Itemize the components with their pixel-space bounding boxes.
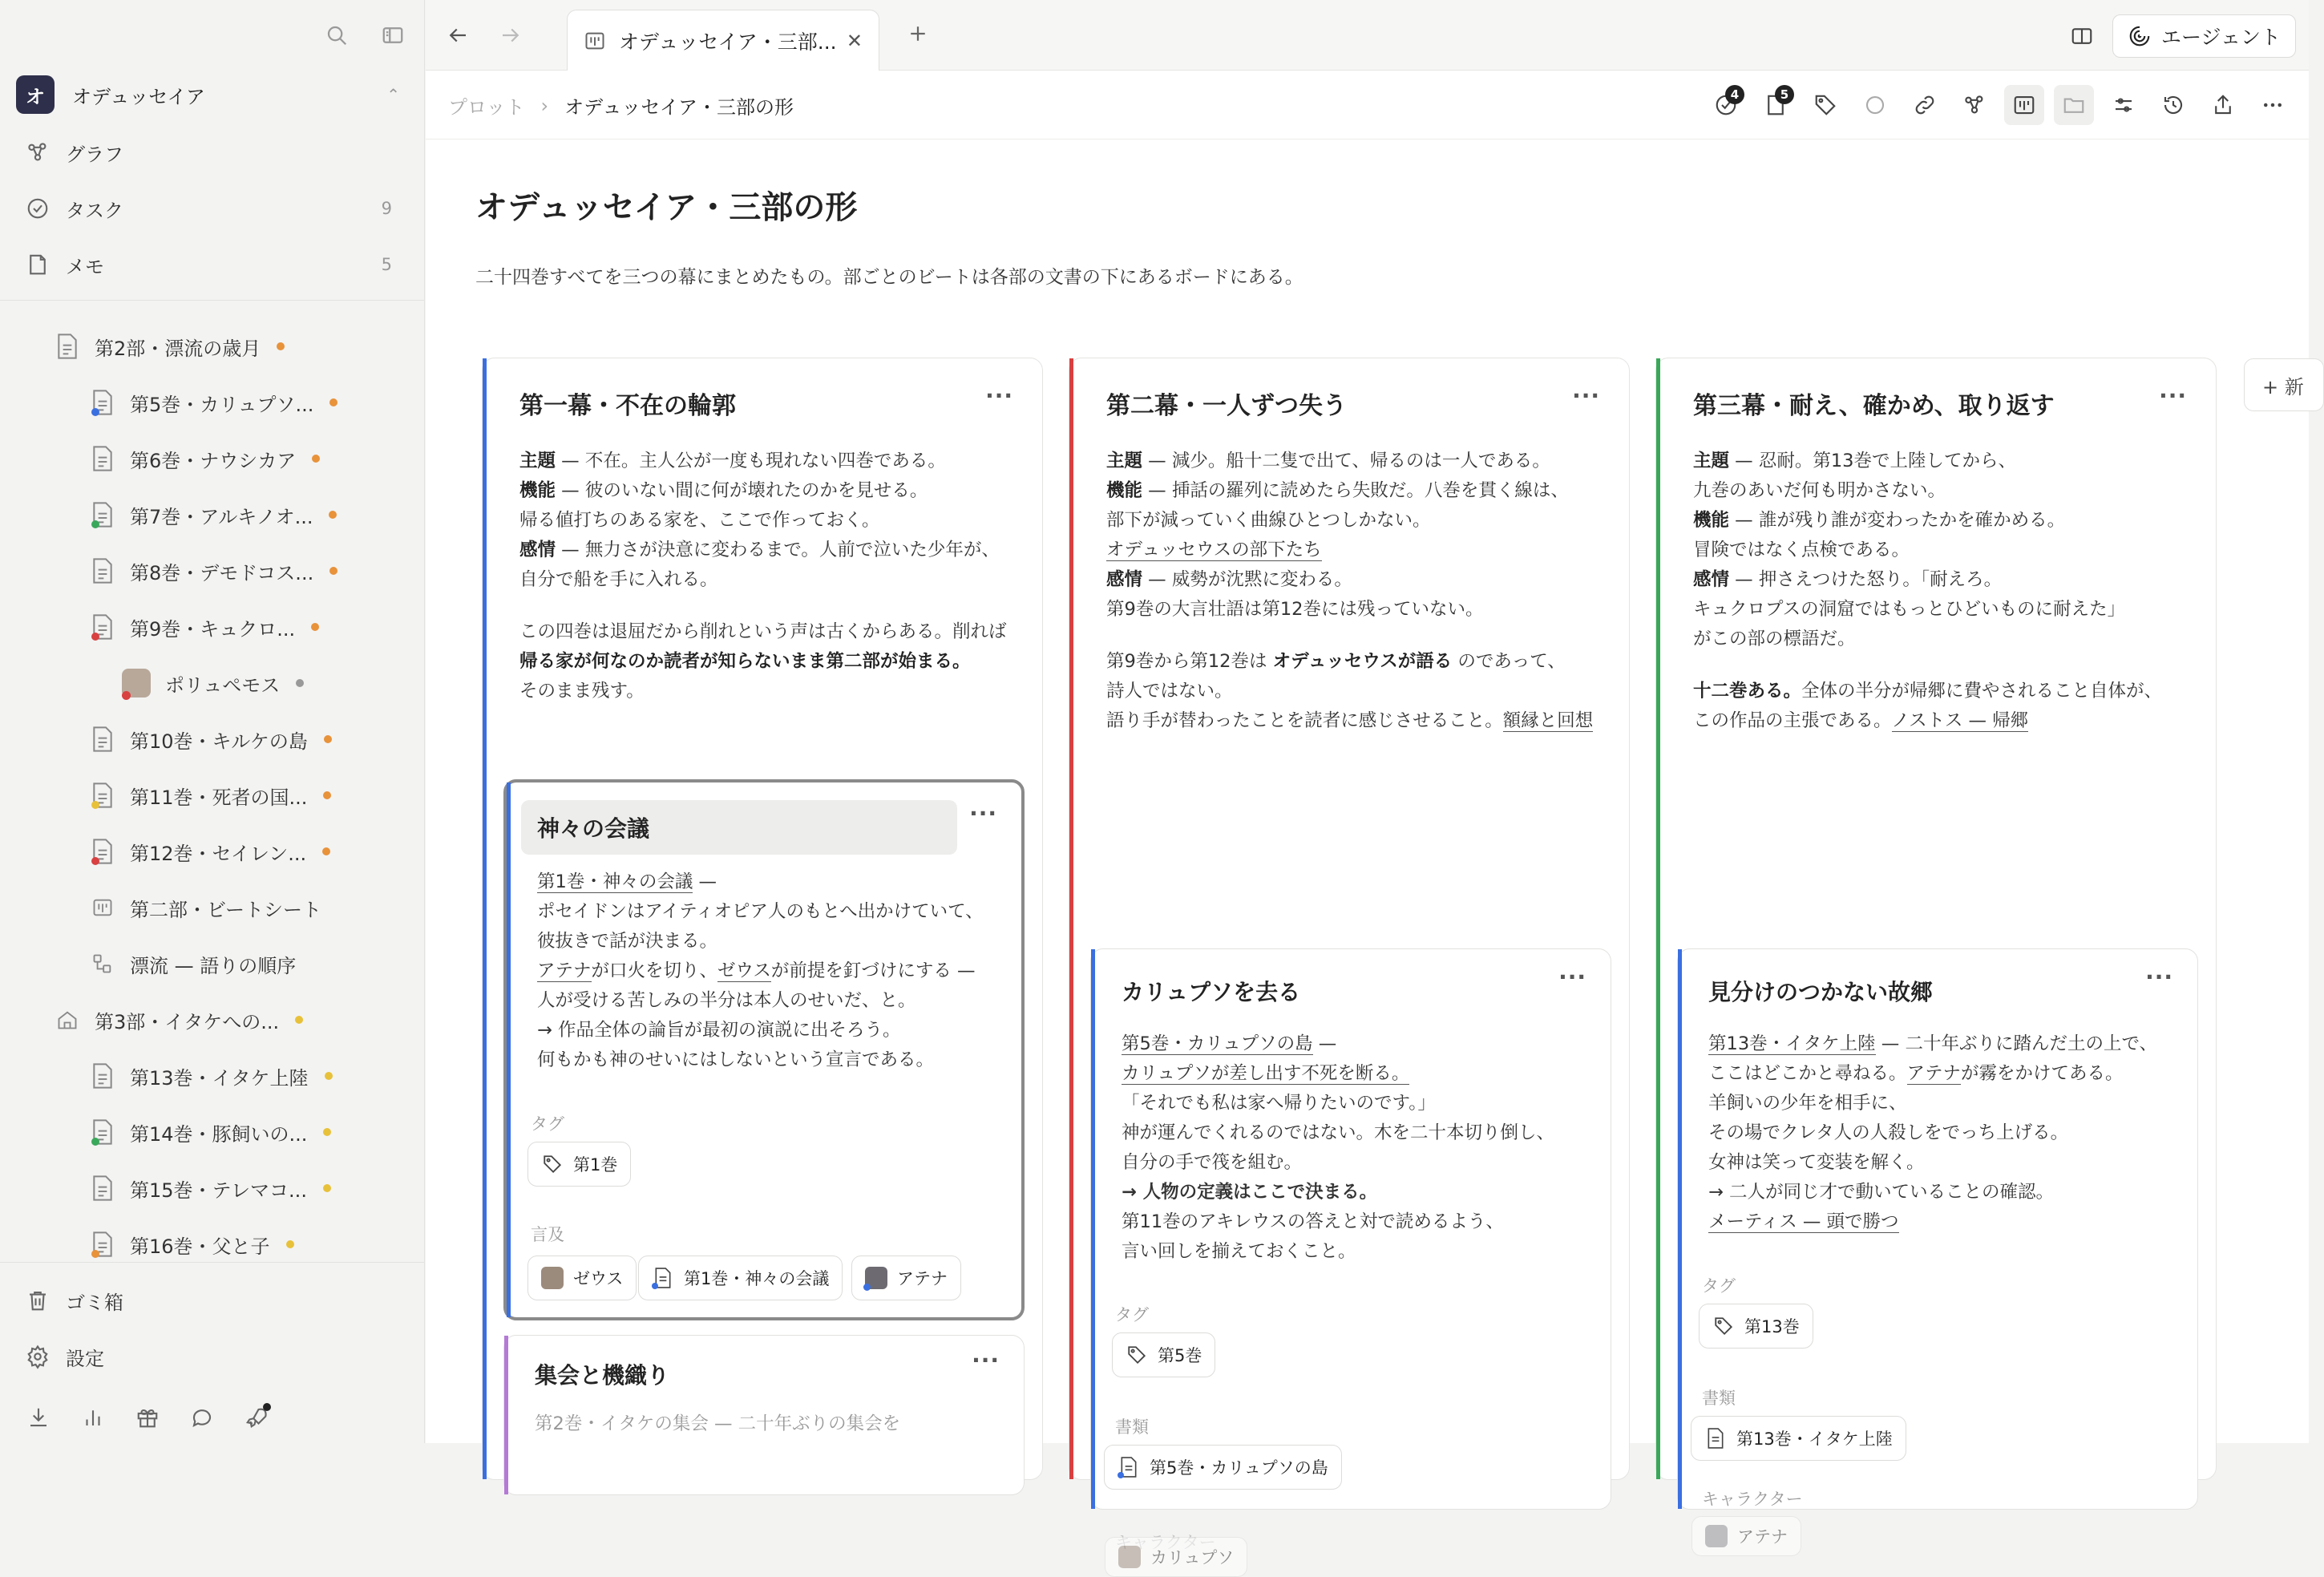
graph-icon <box>24 139 51 166</box>
sidebar-toggle-icon[interactable] <box>377 19 409 51</box>
tag-chip[interactable]: 第1巻 <box>527 1142 631 1187</box>
card-title[interactable]: カリュプソを去る <box>1122 979 1301 1005</box>
status-dot <box>323 791 331 799</box>
character-link[interactable]: アテナ <box>1906 1063 1962 1084</box>
nav-tasks[interactable] <box>24 188 392 228</box>
chevron-right-icon: › <box>540 94 549 117</box>
status-dot <box>311 623 319 631</box>
tree-item-book9[interactable]: 第9巻・キュクロ... <box>91 605 319 649</box>
status-dot <box>324 735 332 743</box>
document-icon <box>1704 1427 1727 1450</box>
doc-link[interactable]: 第13巻・イタケ上陸 <box>1708 1033 1876 1054</box>
share-icon[interactable] <box>2203 85 2243 125</box>
tree-item-book6[interactable]: 第6巻・ナウシカア <box>91 436 320 481</box>
document-icon <box>91 726 114 753</box>
document-icon <box>91 389 114 416</box>
document-icon <box>91 501 114 528</box>
rocket-icon[interactable] <box>240 1401 273 1433</box>
beat-card-council[interactable] <box>503 779 1025 1320</box>
nav-notes[interactable] <box>24 245 392 285</box>
card-body: 第5巻・カリュプソの島 — カリュプソが差し出す不死を断る。 「それでも私は家へ帰りたいのです。」 神が運んでくれるのではない。木を二十本切り倒し、 自分の手で筏を組む。 → 人物の定義はここで決まる。 第11巻のアキレウスの答えと対で読めるよう、 言い回しを揃えておくこと。 <box>1122 1033 1555 1262</box>
tags-label: タグ <box>1115 1305 1149 1324</box>
tags-label: タグ <box>1702 1276 1736 1296</box>
more-icon[interactable]: ··· <box>2159 382 2187 409</box>
column-color-bar <box>483 358 487 1479</box>
sliders-icon[interactable] <box>2104 85 2144 125</box>
workspace-name: オデュッセイア <box>72 85 205 108</box>
mention-chip[interactable]: 第1巻・神々の会議 <box>638 1256 843 1300</box>
page-description: 二十四巻すべてを三つの幕にまとめたもの。部ごとのビートは各部の文書の下にあるボードにある。 <box>475 267 1303 288</box>
new-tab-plus-icon[interactable] <box>902 18 934 50</box>
tree-item-drift-order[interactable]: 漂流 — 語りの順序 <box>91 941 296 986</box>
document-chip[interactable]: 第5巻・カリュプソの島 <box>1104 1445 1342 1490</box>
documents-label: 書類 <box>1115 1417 1149 1437</box>
document-icon <box>91 838 114 865</box>
board-column-act2[interactable] <box>1069 358 1630 1567</box>
tree-item-polyphemus[interactable]: ポリュペモス <box>122 661 304 706</box>
doc-link[interactable]: ノストス — 帰郷 <box>1891 710 2029 731</box>
column-color-bar <box>1069 358 1073 1479</box>
graph-icon[interactable] <box>1954 85 1995 125</box>
column-body: 主題 — 不在。主人公が一度も現れない四巻である。 機能 — 彼のいない間に何が壊れたのかを見せる。 帰る値打ちのある家を、ここで作っておく。 感情 — 無力さが決意に変わるまで。人前で泣いた少年が、 自分で船を手に入れる。 この四巻は退屈だから削れという声は古くからある。削れば 帰る家が何なのか読者が知らないまま第二部が始まる。 そのまま残す。 <box>519 451 1007 702</box>
workspace-avatar: オ <box>16 75 55 114</box>
chat-icon[interactable] <box>186 1401 218 1433</box>
status-dot <box>323 1184 331 1192</box>
character-avatar <box>541 1267 564 1289</box>
status-dot <box>329 567 337 575</box>
beat-card-unrecognized-home[interactable] <box>1677 948 2198 1510</box>
stats-icon[interactable] <box>77 1401 109 1433</box>
card-title[interactable]: 神々の会議 <box>521 800 957 855</box>
status-dot <box>329 511 337 519</box>
tree-item-book5[interactable]: 第5巻・カリュプソ... <box>91 380 337 425</box>
sidebar <box>0 0 425 1443</box>
beat-card-leaving-calypso[interactable] <box>1090 948 1611 1510</box>
agent-button[interactable]: エージェント <box>2112 14 2296 58</box>
download-icon[interactable] <box>22 1401 55 1433</box>
status-dot <box>322 847 330 855</box>
nav-count: 5 <box>381 255 392 274</box>
trash-link[interactable]: ゴミ箱 <box>24 1280 123 1320</box>
status-dot <box>286 1240 294 1248</box>
settings-link[interactable]: 設定 <box>24 1336 104 1377</box>
check-circle-icon <box>24 195 51 222</box>
more-icon[interactable]: ··· <box>985 382 1013 409</box>
gear-icon <box>24 1343 51 1370</box>
tasks-badge: 4 <box>1725 85 1744 104</box>
chevron-updown-icon: ⌃ <box>386 85 400 104</box>
nav-label: タスク <box>66 199 123 222</box>
mention-chip[interactable]: ゼウス <box>527 1256 637 1300</box>
column-body: 主題 — 忍耐。第13巻で上陸してから、 九巻のあいだ何も明かさない。 機能 — 誰が残り誰が変わったかを確かめる。 冒険ではなく点検である。 感情 — 押さえつけた怒り。「耐えろ。 キュクロプスの洞窟ではもっとひどいものに耐えた」 がこの部の標語だ。 十二巻ある。全体の半分が帰郷に費やされること自体が、 この作品の主張である。ノストス — 帰郷 <box>1693 451 2163 731</box>
tree-item-book10[interactable]: 第10巻・キルケの島 <box>91 717 332 762</box>
tree-item-book11[interactable]: 第11巻・死者の国... <box>91 773 331 818</box>
more-icon[interactable]: ··· <box>1558 964 1586 990</box>
split-view-icon[interactable] <box>2066 20 2098 52</box>
breadcrumb <box>448 91 794 119</box>
tab-active[interactable] <box>567 10 879 71</box>
more-icon[interactable]: ··· <box>2145 964 2173 990</box>
character-avatar <box>865 1267 887 1289</box>
more-horizontal-icon[interactable] <box>2253 85 2293 125</box>
status-dot <box>325 1072 333 1080</box>
document-icon <box>652 1267 674 1289</box>
character-link[interactable]: オデュッセウスの部下たち <box>1106 540 1322 560</box>
status-dot <box>312 455 320 463</box>
divider <box>0 300 425 301</box>
nav-graph[interactable] <box>24 132 392 172</box>
document-content <box>426 140 2309 1567</box>
column-title: 第二幕・一人ずつ失う <box>1106 392 1347 420</box>
main-area <box>426 0 2309 1567</box>
column-title: 第三幕・耐え、確かめ、取り返す <box>1693 392 2055 420</box>
workspace-switcher[interactable] <box>16 74 408 115</box>
document-icon <box>91 1062 114 1090</box>
notes-badge: 5 <box>1775 85 1794 104</box>
close-icon[interactable]: ✕ <box>846 29 863 52</box>
notes-icon[interactable] <box>1756 85 1796 125</box>
document-icon <box>56 333 79 360</box>
document-icon <box>91 782 114 809</box>
trash-icon <box>24 1287 51 1314</box>
link-icon[interactable] <box>1905 85 1945 125</box>
status-dot <box>329 398 337 406</box>
add-column-button[interactable]: + 新 <box>2244 358 2324 411</box>
search-icon[interactable] <box>321 19 353 51</box>
back-arrow-icon[interactable] <box>442 19 474 51</box>
document-icon <box>91 613 114 641</box>
history-icon[interactable] <box>2153 85 2193 125</box>
gift-icon[interactable] <box>131 1401 164 1433</box>
column-title: 第一幕・不在の輪郭 <box>519 392 736 420</box>
character-chip[interactable]: カリュプソ <box>1105 1537 1247 1577</box>
tree-item-book12[interactable]: 第12巻・セイレン... <box>91 829 330 874</box>
documents-label: 書類 <box>1702 1389 1736 1408</box>
card-title[interactable]: 見分けのつかない故郷 <box>1708 979 1934 1005</box>
folder-icon[interactable] <box>2054 85 2094 125</box>
doc-link[interactable]: 第5巻・カリュプソの島 <box>1122 1033 1313 1054</box>
home-icon <box>56 1006 79 1033</box>
character-avatar <box>122 669 151 698</box>
more-icon[interactable]: ··· <box>972 1347 1000 1373</box>
doc-link[interactable]: メーティス — 頭で勝つ <box>1708 1211 1899 1232</box>
mention-chip[interactable]: アテナ <box>851 1256 961 1300</box>
card-title[interactable]: 集会と機織り <box>535 1362 670 1389</box>
beat-card-assembly[interactable] <box>503 1335 1025 1495</box>
character-avatar <box>1705 1525 1728 1547</box>
document-toolbar <box>426 71 2309 140</box>
status-circle-icon[interactable] <box>1855 85 1895 125</box>
agent-icon <box>2128 24 2152 48</box>
doc-link[interactable]: 第1巻・神々の会議 <box>537 871 693 892</box>
character-avatar <box>1118 1546 1141 1568</box>
tree-item-beatsheet[interactable]: 第二部・ビートシート <box>91 885 321 930</box>
card-body: 第1巻・神々の会議 — ポセイドンはアイティオピア人のもとへ出かけていて、 彼抜きで話が決まる。 アテナが口火を切り、ゼウスが前提を釘づけにする — 人が受ける苦しみの半分は本人のせいだ、と。 → 作品全体の論旨が最初の演説に出そろう。 何もかも神のせいにはしないという宣言である。 <box>537 871 984 1070</box>
document-icon <box>91 445 114 472</box>
tree-item-book7[interactable]: 第7巻・アルキノオ... <box>91 492 337 537</box>
page-title: オデュッセイア・三部の形 <box>475 189 858 226</box>
board-icon <box>91 894 114 921</box>
mentions-label: 言及 <box>531 1225 564 1244</box>
tag-chip[interactable]: 第5巻 <box>1112 1332 1215 1377</box>
document-icon <box>91 1231 114 1258</box>
status-dot <box>277 342 285 350</box>
tag-icon <box>541 1153 564 1175</box>
tasks-check-icon[interactable] <box>1706 85 1746 125</box>
document-chip[interactable]: 第13巻・イタケ上陸 <box>1691 1416 1906 1461</box>
tag-icon <box>1712 1315 1735 1337</box>
board-column-act3[interactable] <box>1655 358 2217 1547</box>
tags-label: タグ <box>531 1114 564 1134</box>
note-icon <box>24 251 51 278</box>
tag-icon[interactable] <box>1805 85 1845 125</box>
tree-item-part3[interactable]: 第3部・イタケへの... <box>56 997 303 1042</box>
column-body: 主題 — 減少。船十二隻で出て、帰るのは一人である。 機能 — 挿話の羅列に読めたら失敗だ。八巻を貫く線は、 部下が減っていく曲線ひとつしかない。 オデュッセウスの部下たち 感情 — 威勢が沈黙に変わる。 第9巻の大言壮語は第12巻には残っていない。 第9巻から第12巻は オデュッセウスが語る のであって、 詩人ではない。 語り手が替わったことを読者に感じさせること。額縁と回想 <box>1106 451 1594 731</box>
more-icon[interactable]: ··· <box>969 800 997 827</box>
nav-label: メモ <box>66 255 104 278</box>
card-body: 第2巻・イタケの集会 — 二十年ぶりの集会を <box>535 1413 901 1434</box>
characters-label: キャラクター <box>1702 1490 1803 1509</box>
nav-label: グラフ <box>66 143 123 166</box>
document-icon <box>91 1118 114 1146</box>
doc-link[interactable]: 額縁と回想 <box>1502 710 1594 731</box>
status-dot <box>296 679 304 687</box>
diagram-icon <box>91 950 114 977</box>
document-icon <box>1118 1456 1140 1478</box>
tree-item-book15[interactable]: 第15巻・テレマコ... <box>91 1166 331 1211</box>
more-icon[interactable]: ··· <box>1572 382 1600 409</box>
document-icon <box>91 1175 114 1202</box>
tag-icon <box>1126 1344 1148 1366</box>
status-dot <box>323 1128 331 1136</box>
card-body: 第13巻・イタケ上陸 — 二十年ぶりに踏んだ土の上で、 ここはどこかと尋ねる。アテナが霧をかけてある。 羊飼いの少年を相手に、 その場でクレタ人の人殺しをでっち上げる。 女神は笑って変装を解く。 → 二人が同じ才で動いていることの確認。 メーティス — 頭で勝つ <box>1708 1033 2157 1232</box>
breadcrumb-parent[interactable]: プロット <box>448 96 525 119</box>
character-link[interactable]: カリュプソが差し出す不死を断る。 <box>1122 1063 1410 1084</box>
tree-item-part2[interactable]: 第2部・漂流の歳月 <box>56 324 285 369</box>
tab-title: オデュッセイア・三部... <box>619 30 837 54</box>
forward-arrow-icon[interactable] <box>495 19 527 51</box>
document-icon <box>91 557 114 584</box>
tree-item-book8[interactable]: 第8巻・デモドコス... <box>91 548 337 593</box>
divider <box>0 1262 425 1263</box>
nav-count: 9 <box>381 199 392 218</box>
board-icon <box>584 30 606 52</box>
board-view-icon[interactable] <box>2004 85 2044 125</box>
status-dot <box>295 1016 303 1024</box>
tag-chip[interactable]: 第13巻 <box>1699 1304 1813 1349</box>
tree-item-book16[interactable]: 第16巻・父と子 <box>91 1222 294 1267</box>
character-chip[interactable]: アテナ <box>1691 1516 1801 1556</box>
tree-item-book14[interactable]: 第14巻・豚飼いの... <box>91 1110 331 1154</box>
column-color-bar <box>1656 358 1660 1479</box>
tab-bar <box>426 0 2309 71</box>
board-column-act1[interactable] <box>482 358 1043 1480</box>
breadcrumb-current: オデュッセイア・三部の形 <box>564 96 794 119</box>
character-link[interactable]: アテナ <box>537 960 592 981</box>
tree-item-book13[interactable]: 第13巻・イタケ上陸 <box>91 1053 333 1098</box>
character-link[interactable]: ゼウス <box>717 960 771 981</box>
